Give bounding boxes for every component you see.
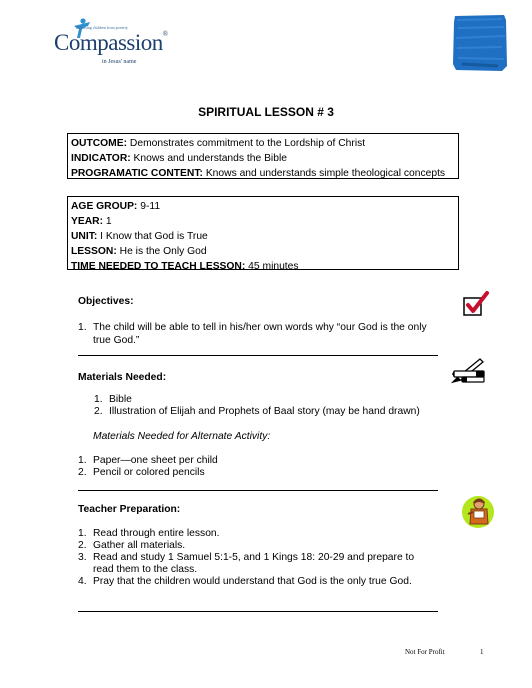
page-title: SPIRITUAL LESSON # 3 [198, 105, 334, 119]
prep-item-number: 2. [78, 540, 87, 551]
materials-item: Illustration of Elijah and Prophets of Baal story (may be hand drawn) [109, 406, 420, 417]
alt-materials-item: Paper—one sheet per child [93, 455, 218, 466]
footer-not-for-profit: Not For Profit [405, 648, 445, 656]
logo-tagline: Releasing children from poverty [76, 25, 128, 30]
materials-heading: Materials Needed: [78, 372, 167, 383]
prep-item: Read through entire lesson. [93, 528, 220, 539]
objectives-heading: Objectives: [78, 296, 134, 307]
alt-materials-item-number: 1. [78, 455, 87, 466]
teacher-icon [460, 494, 496, 530]
blue-brush-swatch [452, 14, 508, 72]
indicator-row: INDICATOR: Knows and understands the Bible [71, 153, 287, 164]
preparation-heading: Teacher Preparation: [78, 504, 181, 515]
divider [78, 490, 438, 491]
prep-item-number: 4. [78, 576, 87, 587]
time-needed-row: TIME NEEDED TO TEACH LESSON: 45 minutes [71, 261, 299, 272]
prep-item-number: 1. [78, 528, 87, 539]
prep-item: Read and study 1 Samuel 5:1-5, and 1 Kings 18: 20-29 and prepare to [93, 552, 415, 563]
prep-item-number: 3. [78, 552, 87, 563]
outcome-box [67, 133, 459, 179]
objective-text-line1: The child will be able to tell in his/her own words why “our God is the only [93, 322, 427, 333]
logo-wordmark: Compassion® [54, 30, 168, 55]
unit-row: UNIT: I Know that God is True [71, 231, 208, 242]
lesson-row: LESSON: He is the Only God [71, 246, 207, 257]
divider [78, 355, 438, 356]
materials-item: Bible [109, 394, 132, 405]
page-number: 1 [480, 648, 484, 656]
lesson-info-box [67, 196, 459, 270]
prep-item: Pray that the children would understand that God is the only true God. [93, 576, 412, 587]
divider [78, 611, 438, 612]
checkbox-check-icon [462, 290, 490, 318]
age-group-row: AGE GROUP: 9-11 [71, 201, 161, 212]
alt-materials-item-number: 2. [78, 467, 87, 478]
year-row: YEAR: 1 [71, 216, 112, 227]
outcome-row: OUTCOME: Demonstrates commitment to the Lordship of Christ [71, 138, 366, 149]
alt-materials-item: Pencil or colored pencils [93, 467, 205, 478]
materials-item-number: 1. [94, 394, 103, 405]
objective-text-line2: true God.” [93, 335, 140, 346]
compassion-logo [52, 18, 172, 68]
alternate-materials-heading: Materials Needed for Alternate Activity: [93, 431, 271, 442]
prep-item: Gather all materials. [93, 540, 186, 551]
pencil-crayon-icon [450, 355, 486, 385]
programatic-content-row: PROGRAMATIC CONTENT: Knows and understands simple theological concepts [71, 168, 446, 179]
materials-item-number: 2. [94, 406, 103, 417]
logo-subline: in Jesus' name [102, 59, 137, 65]
objective-number: 1. [78, 322, 87, 333]
prep-item-continued: read them to the class. [93, 564, 198, 575]
